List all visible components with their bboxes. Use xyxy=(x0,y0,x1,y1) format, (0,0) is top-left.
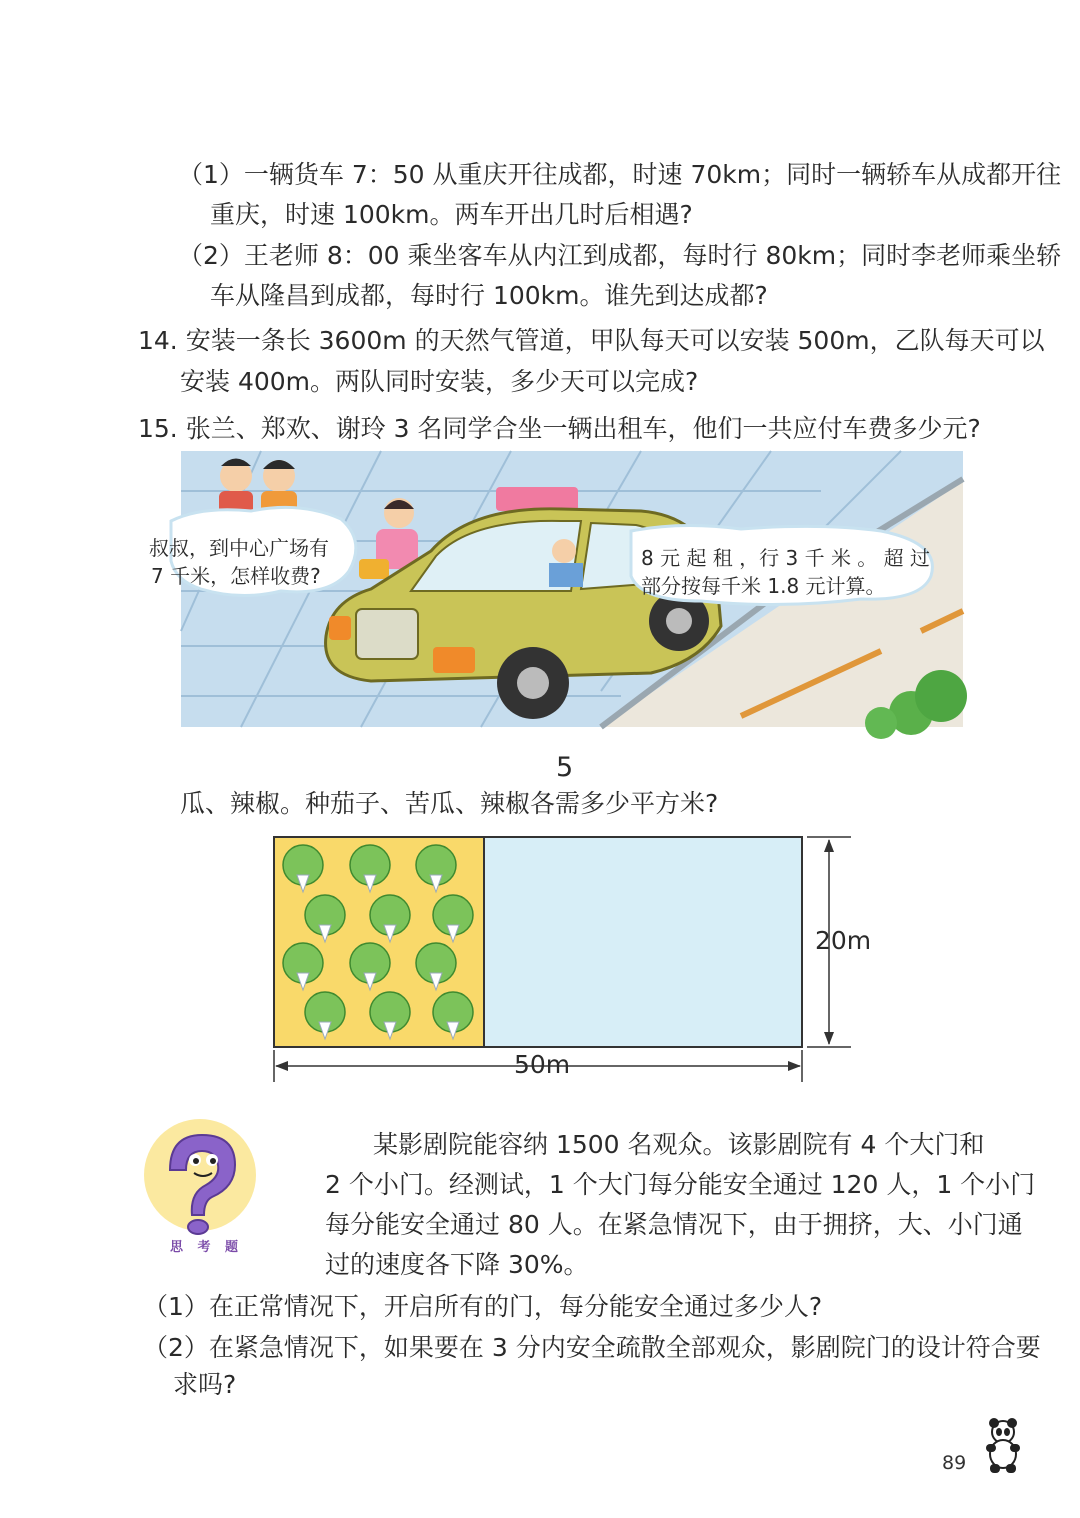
width-label: 50m xyxy=(514,1050,571,1079)
think-line3: 每分能安全通过 80 人。在紧急情况下，由于拥挤，大、小门通 xyxy=(325,1210,1023,1239)
bubble-right-line2: 部分按每千米 1.8 元计算。 xyxy=(641,574,886,598)
bubble-left-line2: 7 千米，怎样收费? xyxy=(151,564,321,588)
panda-icon xyxy=(978,1418,1028,1476)
page-number: 89 xyxy=(942,1452,967,1474)
taxi-illustration xyxy=(149,451,963,727)
think-sub1: （1）在正常情况下，开启所有的门，每分能安全通过多少人? xyxy=(143,1292,823,1321)
think-sub2-line1: （2）在紧急情况下，如果要在 3 分内安全疏散全部观众，影剧院门的设计符合要 xyxy=(143,1333,1041,1362)
q13-sub2-line1: （2）王老师 8：00 乘坐客车从内江到成都，每时行 80km；同时李老师乘坐轿 xyxy=(178,241,1062,270)
height-label: 20m xyxy=(815,926,872,955)
think-sub2-line2: 求吗? xyxy=(173,1370,237,1399)
q14-line1: 14. 安装一条长 3600m 的天然气管道，甲队每天可以安装 500m，乙队每天可以 xyxy=(138,326,1045,355)
think-line4: 过的速度各下降 30%。 xyxy=(325,1250,589,1279)
question-mark-mascot-icon xyxy=(140,1115,260,1255)
remaining-plot xyxy=(484,837,802,1047)
question-fragment-number: 5 xyxy=(556,752,574,783)
q13-sub1-line1: （1）一辆货车 7：50 从重庆开往成都，时速 70km；同时一辆轿车从成都开往 xyxy=(178,160,1062,189)
bubble-left-line1: 叔叔，到中心广场有 xyxy=(149,536,329,560)
think-line2: 2 个小门。经测试，1 个大门每分能安全通过 120 人，1 个小门 xyxy=(325,1170,1036,1199)
think-question-label: 思 考 题 xyxy=(170,1240,244,1255)
garden-diagram xyxy=(255,820,875,1095)
think-line1: 某影剧院能容纳 1500 名观众。该影剧院有 4 个大门和 xyxy=(373,1130,985,1159)
q16-line: 瓜、辣椒。种茄子、苦瓜、辣椒各需多少平方米? xyxy=(180,789,719,818)
q13-sub1-line2: 重庆，时速 100km。两车开出几时后相遇? xyxy=(210,200,693,229)
bubble-right-line1: 8 元 起 租 ，行 3 千 米 。 超 过 xyxy=(641,546,931,570)
q13-sub2-line2: 车从隆昌到成都，每时行 100km。谁先到达成都? xyxy=(210,281,768,310)
q15-line1: 15. 张兰、郑欢、谢玲 3 名同学合坐一辆出租车，他们一共应付车费多少元? xyxy=(138,414,981,443)
q14-line2: 安装 400m。两队同时安装，多少天可以完成? xyxy=(180,367,699,396)
